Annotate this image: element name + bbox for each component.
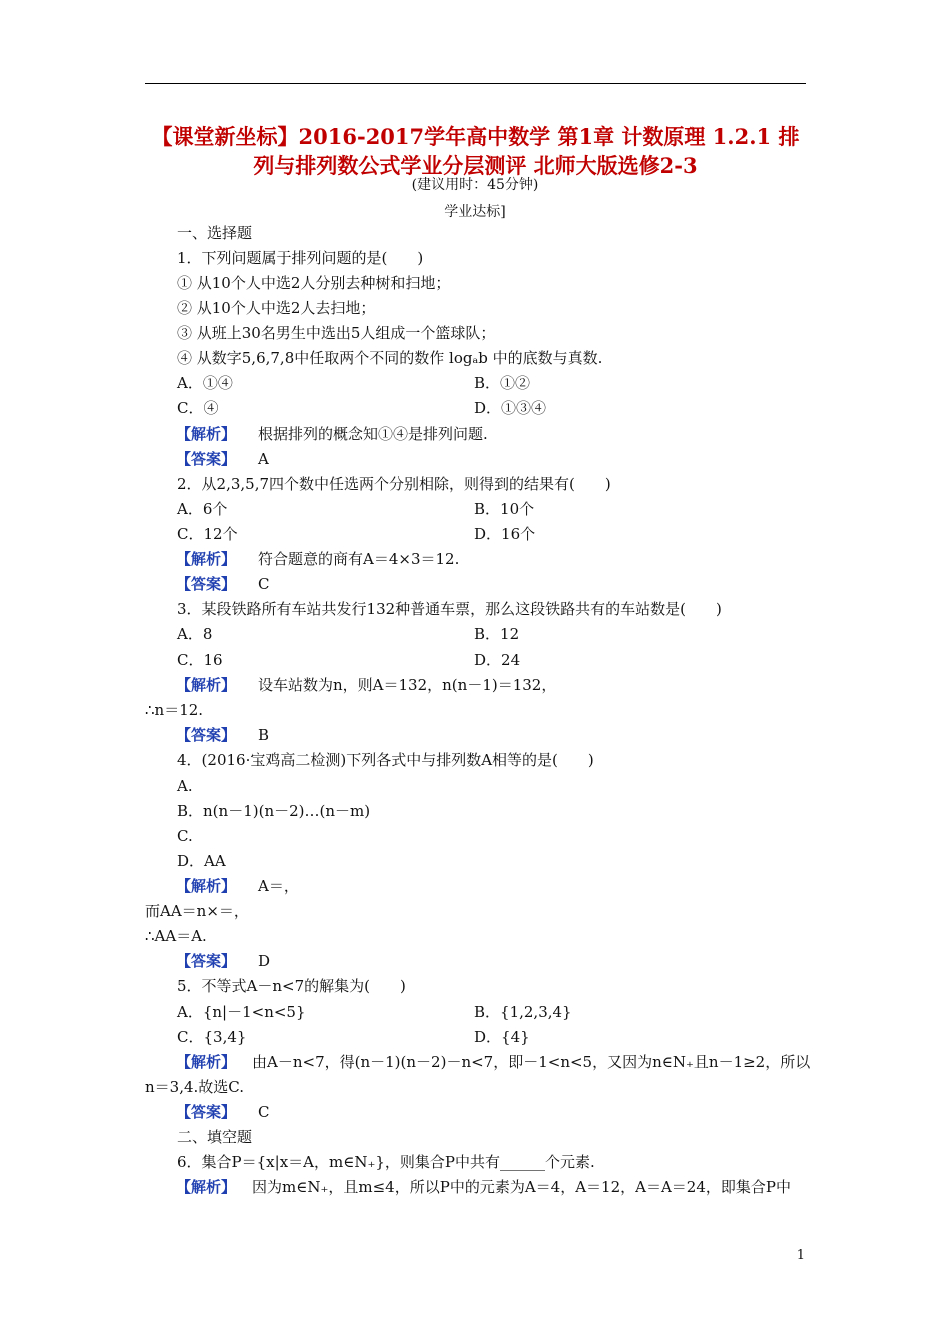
q1-item-1: ① 从10个人中选2人分别去种树和扫地； [177, 274, 451, 292]
q3-analysis-cont: ∴n＝12. [145, 701, 204, 719]
q5-analysis-text: 由A－n<7，得(n－1)(n－2)－n<7，即－1<n<5，又因为n∈N₊且n－1≥2，所以 [252, 1053, 811, 1071]
q1-stem: 1．下列问题属于排列问题的是( ) [177, 249, 424, 267]
q4-answer-text: D [258, 952, 271, 970]
q3-answer-text: B [258, 726, 270, 744]
q3-answer [176, 725, 269, 745]
analysis-tag: 【解析】 [176, 877, 237, 895]
heading-choice: 一、选择题 [177, 224, 253, 242]
q1-analysis [176, 424, 488, 444]
q4-option-c: C. [177, 827, 193, 845]
q2-option-b: B．10个 [474, 500, 535, 518]
q5-option-b: B．{1,2,3,4} [474, 1003, 572, 1021]
analysis-tag: 【解析】 [176, 1053, 237, 1071]
q3-option-d: D．24 [474, 651, 521, 669]
q5-option-c: C．{3,4} [177, 1028, 247, 1046]
q5-analysis-cont: n＝3,4.故选C. [145, 1078, 244, 1096]
q4-stem: 4．(2016·宝鸡高二检测)下列各式中与排列数A相等的是( ) [177, 751, 594, 769]
answer-tag: 【答案】 [176, 726, 237, 744]
section-label: 学业达标] [444, 204, 506, 220]
q6-analysis-text: 因为m∈N₊，且m≤4，所以P中的元素为A＝4，A＝12，A＝A＝24，即集合P中 [252, 1178, 791, 1196]
q2-analysis [176, 549, 459, 569]
q5-stem: 5．不等式A－n<7的解集为( ) [177, 977, 406, 995]
q5-option-a: A．{n|－1<n<5} [177, 1003, 306, 1021]
heading-fill: 二、填空题 [177, 1128, 253, 1146]
page-number: 1 [796, 1248, 805, 1263]
q2-option-c: C．12个 [177, 525, 238, 543]
answer-tag: 【答案】 [176, 952, 237, 970]
q1-option-a: A．①④ [177, 374, 233, 392]
q1-item-2: ② 从10个人中选2人去扫地； [177, 299, 376, 317]
q4-analysis-cont-2: ∴AA＝A. [145, 927, 207, 945]
q1-analysis-text: 根据排列的概念知①④是排列问题. [258, 425, 488, 443]
q2-option-d: D．16个 [474, 525, 536, 543]
q2-stem: 2．从2,3,5,7四个数中任选两个分别相除，则得到的结果有( ) [177, 475, 611, 493]
q4-option-d: D．AA [177, 852, 226, 870]
analysis-tag: 【解析】 [176, 676, 237, 694]
q2-answer-text: C [258, 575, 270, 593]
q3-option-a: A．8 [177, 625, 213, 643]
answer-tag: 【答案】 [176, 450, 237, 468]
q3-analysis [176, 675, 556, 695]
q1-option-c: C．④ [177, 399, 219, 417]
page-title: 【课堂新坐标】2016-2017学年高中数学 第1章 计数原理 1.2.1 排列与排列数公式学业分层测评 北师大版选修2-3 [151, 124, 800, 178]
analysis-tag: 【解析】 [176, 550, 237, 568]
q1-option-d: D．①③④ [474, 399, 547, 417]
q5-answer-text: C [258, 1103, 270, 1121]
q4-option-b: B．n(n－1)(n－2)…(n－m) [177, 802, 371, 820]
q4-analysis-cont-1: 而AA＝n×＝， [145, 902, 249, 920]
q3-analysis-text: 设车站数为n，则A＝132，n(n－1)＝132， [258, 676, 557, 694]
answer-tag: 【答案】 [176, 1103, 237, 1121]
header-rule [145, 83, 806, 84]
time-note: (建议用时：45分钟) [411, 177, 539, 193]
q2-option-a: A．6个 [177, 500, 228, 518]
q3-stem: 3．某段铁路所有车站共发行132种普通车票，那么这段铁路共有的车站数是( ) [177, 600, 722, 618]
q6-analysis [176, 1177, 791, 1197]
q1-item-3: ③ 从班上30名男生中选出5人组成一个篮球队； [177, 324, 496, 342]
q1-answer [176, 449, 269, 469]
q2-answer [176, 574, 270, 594]
q2-analysis-text: 符合题意的商有A＝4×3＝12. [258, 550, 460, 568]
q1-item-4: ④ 从数字5,6,7,8中任取两个不同的数作 logₐb 中的底数与真数. [177, 349, 603, 367]
q4-option-a: A. [177, 777, 193, 795]
analysis-tag: 【解析】 [176, 425, 237, 443]
q1-answer-text: A [258, 450, 269, 468]
q5-option-d: D．{4} [474, 1028, 530, 1046]
q4-answer [176, 951, 270, 971]
q3-option-c: C．16 [177, 651, 223, 669]
q5-answer [176, 1102, 270, 1122]
answer-tag: 【答案】 [176, 575, 237, 593]
analysis-tag: 【解析】 [176, 1178, 237, 1196]
q6-stem: 6．集合P＝{x|x＝A，m∈N₊}，则集合P中共有______个元素. [177, 1153, 595, 1171]
q4-analysis-text: A＝， [258, 877, 299, 895]
q4-analysis [176, 876, 299, 896]
q5-analysis [176, 1052, 810, 1072]
q3-option-b: B．12 [474, 625, 520, 643]
q1-option-b: B．①② [474, 374, 531, 392]
